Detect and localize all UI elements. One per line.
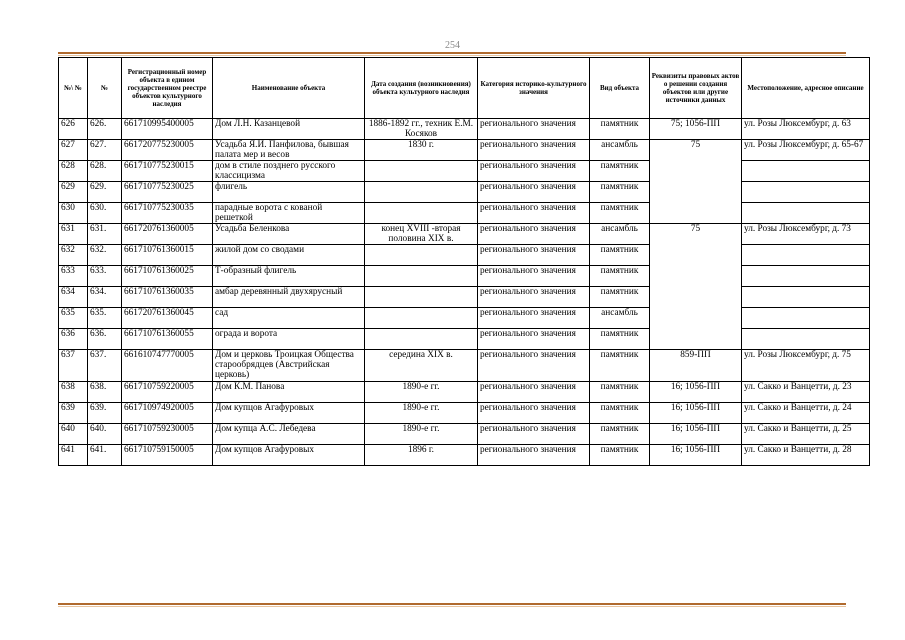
page-number: 254 bbox=[445, 40, 460, 51]
object-kind: памятник bbox=[590, 382, 650, 403]
row-number: 628 bbox=[59, 161, 88, 182]
object-name: Усадьба Беленкова bbox=[213, 224, 365, 245]
category: регионального значения bbox=[478, 161, 590, 182]
row-index: 632. bbox=[88, 245, 122, 266]
row-number: 629 bbox=[59, 182, 88, 203]
creation-date: середина XIX в. bbox=[365, 350, 478, 382]
creation-date: 1890-е гг. bbox=[365, 424, 478, 445]
object-kind: памятник bbox=[590, 161, 650, 182]
legal-acts: 859-ПП bbox=[650, 350, 742, 382]
table-row bbox=[59, 403, 870, 424]
row-index: 633. bbox=[88, 266, 122, 287]
category: регионального значения bbox=[478, 203, 590, 224]
table-row bbox=[59, 245, 870, 266]
location bbox=[742, 203, 870, 224]
row-number: 636 bbox=[59, 329, 88, 350]
row-index: 639. bbox=[88, 403, 122, 424]
top-rule bbox=[58, 52, 846, 56]
registration-number: 661710775230035 bbox=[122, 203, 213, 224]
category: регионального значения bbox=[478, 287, 590, 308]
creation-date bbox=[365, 245, 478, 266]
registration-number: 661720775230005 bbox=[122, 140, 213, 161]
creation-date bbox=[365, 287, 478, 308]
creation-date bbox=[365, 329, 478, 350]
object-name: парадные ворота с кованой решеткой bbox=[213, 203, 365, 224]
category: регионального значения bbox=[478, 445, 590, 466]
row-index: 630. bbox=[88, 203, 122, 224]
header-cell: Вид объекта bbox=[590, 58, 650, 119]
object-name: Дом и церковь Троицкая Общества старообрядцев (Австрийская церковь) bbox=[213, 350, 365, 382]
location bbox=[742, 245, 870, 266]
row-number: 638 bbox=[59, 382, 88, 403]
table-row bbox=[59, 308, 870, 329]
registration-number: 661710775230015 bbox=[122, 161, 213, 182]
object-kind: памятник bbox=[590, 266, 650, 287]
row-number: 627 bbox=[59, 140, 88, 161]
row-number: 639 bbox=[59, 403, 88, 424]
legal-acts: 75 bbox=[650, 224, 742, 350]
creation-date: 1830 г. bbox=[365, 140, 478, 161]
row-index: 627. bbox=[88, 140, 122, 161]
object-kind: памятник bbox=[590, 424, 650, 445]
registration-number: 661710761360025 bbox=[122, 266, 213, 287]
header-cell: Наименование объекта bbox=[213, 58, 365, 119]
object-name: Т-образный флигель bbox=[213, 266, 365, 287]
location: ул. Сакко и Ванцетти, д. 28 bbox=[742, 445, 870, 466]
legal-acts: 16; 1056-ПП bbox=[650, 424, 742, 445]
category: регионального значения bbox=[478, 224, 590, 245]
location: ул. Розы Люксембург, д. 73 bbox=[742, 224, 870, 245]
table-row bbox=[59, 445, 870, 466]
row-number: 631 bbox=[59, 224, 88, 245]
row-index: 629. bbox=[88, 182, 122, 203]
object-name: амбар деревянный двухярусный bbox=[213, 287, 365, 308]
row-number: 633 bbox=[59, 266, 88, 287]
registration-number: 661710974920005 bbox=[122, 403, 213, 424]
category: регионального значения bbox=[478, 424, 590, 445]
creation-date bbox=[365, 308, 478, 329]
registration-number: 661710759150005 bbox=[122, 445, 213, 466]
header-cell: Реквизиты правовых актов о решении создания объектов или другие источники данных bbox=[650, 58, 742, 119]
row-number: 632 bbox=[59, 245, 88, 266]
table-row bbox=[59, 203, 870, 224]
legal-acts: 75 bbox=[650, 140, 742, 224]
location bbox=[742, 308, 870, 329]
object-name: Дом купца А.С. Лебедева bbox=[213, 424, 365, 445]
location bbox=[742, 161, 870, 182]
heritage-table bbox=[58, 57, 870, 466]
table-row bbox=[59, 382, 870, 403]
row-index: 631. bbox=[88, 224, 122, 245]
row-number: 634 bbox=[59, 287, 88, 308]
row-number: 626 bbox=[59, 119, 88, 140]
legal-acts: 16; 1056-ПП bbox=[650, 403, 742, 424]
table-row bbox=[59, 350, 870, 382]
legal-acts: 16; 1056-ПП bbox=[650, 382, 742, 403]
location: ул. Розы Люксембург, д. 63 bbox=[742, 119, 870, 140]
object-kind: памятник bbox=[590, 329, 650, 350]
category: регионального значения bbox=[478, 308, 590, 329]
object-kind: ансамбль bbox=[590, 140, 650, 161]
creation-date: 1890-е гг. bbox=[365, 403, 478, 424]
table-row bbox=[59, 140, 870, 161]
header-cell: Категория историко-культурного значения bbox=[478, 58, 590, 119]
table-row bbox=[59, 224, 870, 245]
object-kind: памятник bbox=[590, 203, 650, 224]
object-kind: памятник bbox=[590, 287, 650, 308]
registration-number: 661710759230005 bbox=[122, 424, 213, 445]
header-row bbox=[59, 58, 870, 119]
bottom-rule bbox=[58, 603, 846, 607]
table-row bbox=[59, 119, 870, 140]
row-index: 635. bbox=[88, 308, 122, 329]
category: регионального значения bbox=[478, 329, 590, 350]
creation-date bbox=[365, 182, 478, 203]
category: регионального значения bbox=[478, 182, 590, 203]
category: регионального значения bbox=[478, 245, 590, 266]
row-index: 637. bbox=[88, 350, 122, 382]
legal-acts: 75; 1056-ПП bbox=[650, 119, 742, 140]
table-row bbox=[59, 424, 870, 445]
category: регионального значения bbox=[478, 119, 590, 140]
object-name: сад bbox=[213, 308, 365, 329]
category: регионального значения bbox=[478, 350, 590, 382]
object-kind: памятник bbox=[590, 403, 650, 424]
row-index: 640. bbox=[88, 424, 122, 445]
object-kind: памятник bbox=[590, 119, 650, 140]
creation-date: 1896 г. bbox=[365, 445, 478, 466]
row-number: 641 bbox=[59, 445, 88, 466]
object-kind: памятник bbox=[590, 182, 650, 203]
registration-number: 661720761360005 bbox=[122, 224, 213, 245]
table-row bbox=[59, 329, 870, 350]
registration-number: 661710759220005 bbox=[122, 382, 213, 403]
row-number: 637 bbox=[59, 350, 88, 382]
object-name: жилой дом со сводами bbox=[213, 245, 365, 266]
object-kind: ансамбль bbox=[590, 224, 650, 245]
creation-date bbox=[365, 161, 478, 182]
row-index: 626. bbox=[88, 119, 122, 140]
location: ул. Сакко и Ванцетти, д. 25 bbox=[742, 424, 870, 445]
row-number: 635 bbox=[59, 308, 88, 329]
object-kind: памятник bbox=[590, 350, 650, 382]
row-number: 640 bbox=[59, 424, 88, 445]
location: ул. Сакко и Ванцетти, д. 23 bbox=[742, 382, 870, 403]
object-name: ограда и ворота bbox=[213, 329, 365, 350]
object-name: Дом К.М. Панова bbox=[213, 382, 365, 403]
location: ул. Розы Люксембург, д. 75 bbox=[742, 350, 870, 382]
row-index: 634. bbox=[88, 287, 122, 308]
header-cell: № bbox=[88, 58, 122, 119]
object-name: Дом купцов Агафуровых bbox=[213, 445, 365, 466]
object-kind: ансамбль bbox=[590, 308, 650, 329]
object-name: Дом купцов Агафуровых bbox=[213, 403, 365, 424]
category: регионального значения bbox=[478, 382, 590, 403]
location bbox=[742, 182, 870, 203]
header-cell: №\ № bbox=[59, 58, 88, 119]
object-name: Усадьба Я.И. Панфилова, бывшая палата мер и весов bbox=[213, 140, 365, 161]
location bbox=[742, 329, 870, 350]
object-kind: памятник bbox=[590, 445, 650, 466]
row-index: 641. bbox=[88, 445, 122, 466]
category: регионального значения bbox=[478, 266, 590, 287]
location: ул. Розы Люксембург, д. 65-67 bbox=[742, 140, 870, 161]
location bbox=[742, 266, 870, 287]
row-index: 636. bbox=[88, 329, 122, 350]
header-cell: Дата создания (возникновения) объекта культурного наследия bbox=[365, 58, 478, 119]
creation-date bbox=[365, 266, 478, 287]
location bbox=[742, 287, 870, 308]
table-row bbox=[59, 182, 870, 203]
category: регионального значения bbox=[478, 140, 590, 161]
header-cell: Регистрационный номер объекта в едином государственном реестре объектов культурного наследия bbox=[122, 58, 213, 119]
registration-number: 661710775230025 bbox=[122, 182, 213, 203]
row-number: 630 bbox=[59, 203, 88, 224]
row-index: 628. bbox=[88, 161, 122, 182]
registration-number: 661720761360045 bbox=[122, 308, 213, 329]
registration-number: 661710761360035 bbox=[122, 287, 213, 308]
object-name: флигель bbox=[213, 182, 365, 203]
header-cell: Местоположение, адресное описание bbox=[742, 58, 870, 119]
creation-date: 1886-1892 гг., техник Е.М. Косяков bbox=[365, 119, 478, 140]
registration-number: 661710995400005 bbox=[122, 119, 213, 140]
legal-acts: 16; 1056-ПП bbox=[650, 445, 742, 466]
registration-number: 661710761360055 bbox=[122, 329, 213, 350]
creation-date: конец XVIII -вторая половина XIX в. bbox=[365, 224, 478, 245]
creation-date: 1890-е гг. bbox=[365, 382, 478, 403]
table-row bbox=[59, 266, 870, 287]
table-row bbox=[59, 287, 870, 308]
creation-date bbox=[365, 203, 478, 224]
category: регионального значения bbox=[478, 403, 590, 424]
row-index: 638. bbox=[88, 382, 122, 403]
object-name: Дом Л.Н. Казанцевой bbox=[213, 119, 365, 140]
object-kind: памятник bbox=[590, 245, 650, 266]
registration-number: 661710761360015 bbox=[122, 245, 213, 266]
object-name: дом в стиле позднего русского классицизма bbox=[213, 161, 365, 182]
registration-number: 661610747770005 bbox=[122, 350, 213, 382]
location: ул. Сакко и Ванцетти, д. 24 bbox=[742, 403, 870, 424]
table-row bbox=[59, 161, 870, 182]
